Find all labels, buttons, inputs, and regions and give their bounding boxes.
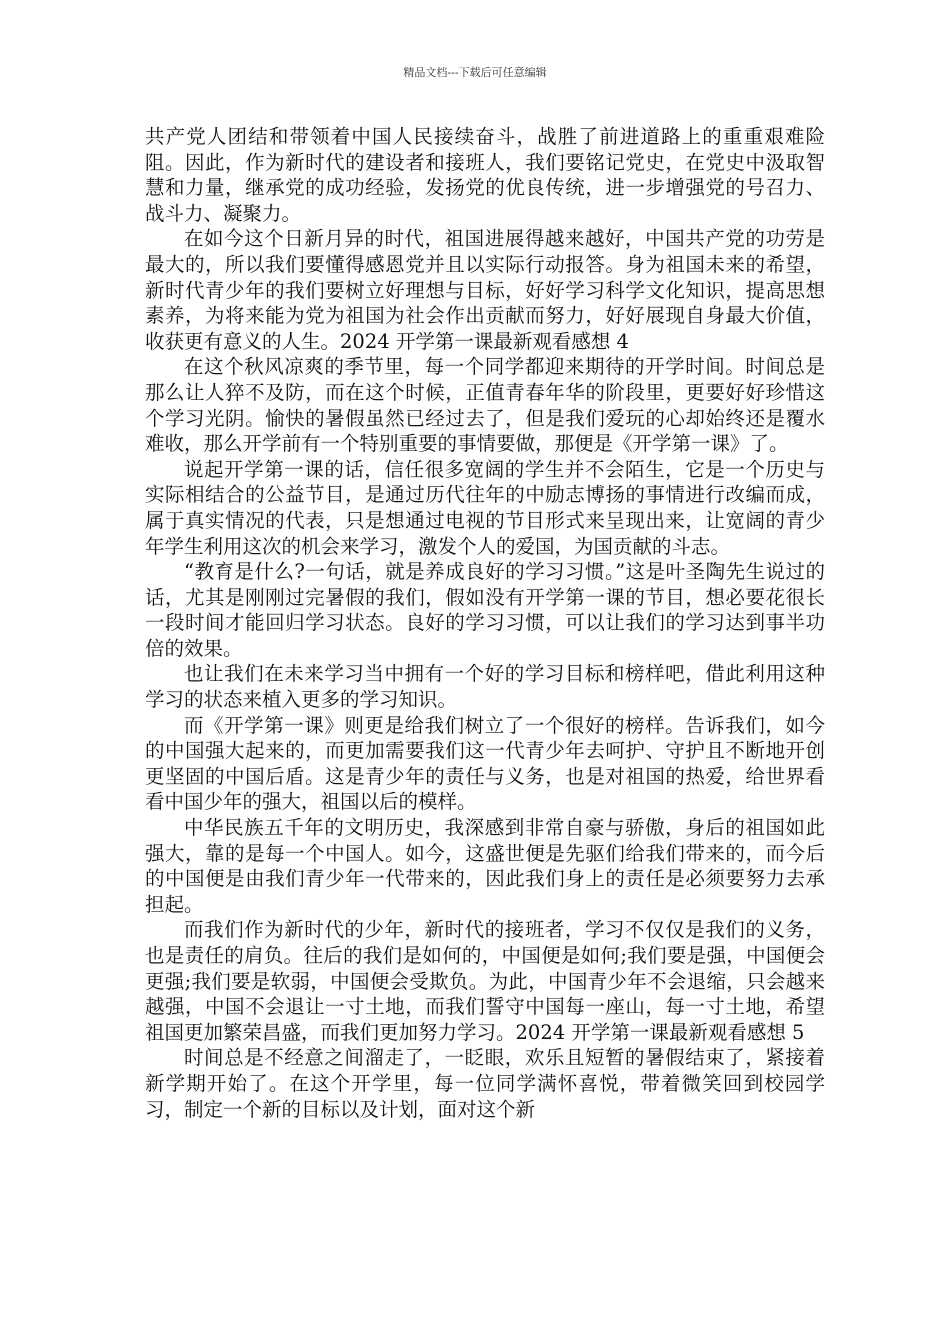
- paragraph-5: “教育是什么?一句话，就是养成良好的学习习惯。”这是叶圣陶先生说过的话，尤其是刚刚过完暑假的我们，假如没有开学第一课的节目，想必要花很长一段时间才能回归学习状态。良好的学习习惯，可以让我们的学习达到事半功倍的效果。: [145, 560, 825, 660]
- paragraph-3: 在这个秋风凉爽的季节里，每一个同学都迎来期待的开学时间。时间总是那么让人猝不及防，而在这个时候，正值青春年华的阶段里，更要好好珍惜这个学习光阴。愉快的暑假虽然已经过去了，但是我们爱玩的心却始终还是覆水难收，那么开学前有一个特别重要的事情要做，那便是《开学第一课》了。: [145, 355, 825, 456]
- paragraph-9: 而我们作为新时代的少年，新时代的接班者，学习不仅仅是我们的义务，也是责任的肩负。往后的我们是如何的，中国便是如何;我们要是强，中国便会更强;我们要是软弱，中国便会受欺负。为此，中国青少年不会退缩，只会越来越强，中国不会退让一寸土地，而我们誓守中国每一座山，每一寸土地，希望祖国更加繁荣昌盛，而我们更加努力学习。2024 开学第一课最新观看感想 5: [145, 918, 825, 1044]
- paragraph-1: 共产党人团结和带领着中国人民接续奋斗，战胜了前进道路上的重重艰难险阻。因此，作为新时代的建设者和接班人，我们要铭记党史，在党史中汲取智慧和力量，继承党的成功经验，发扬党的优良传统，进一步增强党的号召力、战斗力、凝聚力。: [145, 125, 825, 225]
- paragraph-8: 中华民族五千年的文明历史，我深感到非常自豪与骄傲，身后的祖国如此强大，靠的是每一个中国人。如今，这盛世便是先驱们给我们带来的，而今后的中国便是由我们青少年一代带来的，因此我们身上的责任是必须要努力去承担起。: [145, 816, 825, 916]
- paragraph-6: 也让我们在未来学习当中拥有一个好的学习目标和榜样吧，借此利用这种学习的状态来植入更多的学习知识。: [145, 662, 825, 712]
- paragraph-4: 说起开学第一课的话，信任很多宽阔的学生并不会陌生，它是一个历史与实际相结合的公益节目，是通过历代往年的中励志博扬的事情进行改编而成，属于真实情况的代表，只是想通过电视的节目形式来呈现出来，让宽阔的青少年学生利用这次的机会来学习，激发个人的爱国，为国贡献的斗志。: [145, 457, 825, 558]
- document-body: [145, 124, 825, 1122]
- paragraph-10: 时间总是不经意之间溜走了，一眨眼，欢乐且短暂的暑假结束了，紧接着新学期开始了。在这个开学里，每一位同学满怀喜悦，带着微笑回到校园学习，制定一个新的目标以及计划，面对这个新: [145, 1046, 825, 1121]
- paragraph-7: 而《开学第一课》则更是给我们树立了一个很好的榜样。告诉我们，如今的中国强大起来的，而更加需要我们这一代青少年去呵护、守护且不断地开创更坚固的中国后盾。这是青少年的责任与义务，也是对祖国的热爱，给世界看看中国少年的强大，祖国以后的模样。: [145, 713, 825, 814]
- paragraph-2: 在如今这个日新月异的时代，祖国进展得越来越好，中国共产党的功劳是最大的，所以我们要懂得感恩党并且以实际行动报答。身为祖国未来的希望，新时代青少年的我们要树立好理想与目标，好好学习科学文化知识，提高思想素养，为将来能为党为祖国为社会作出贡献而努力，好好展现自身最大价值，收获更有意义的人生。2024 开学第一课最新观看感想 4: [145, 227, 825, 353]
- page-header: 精品文档---下载后可任意编辑: [403, 66, 547, 79]
